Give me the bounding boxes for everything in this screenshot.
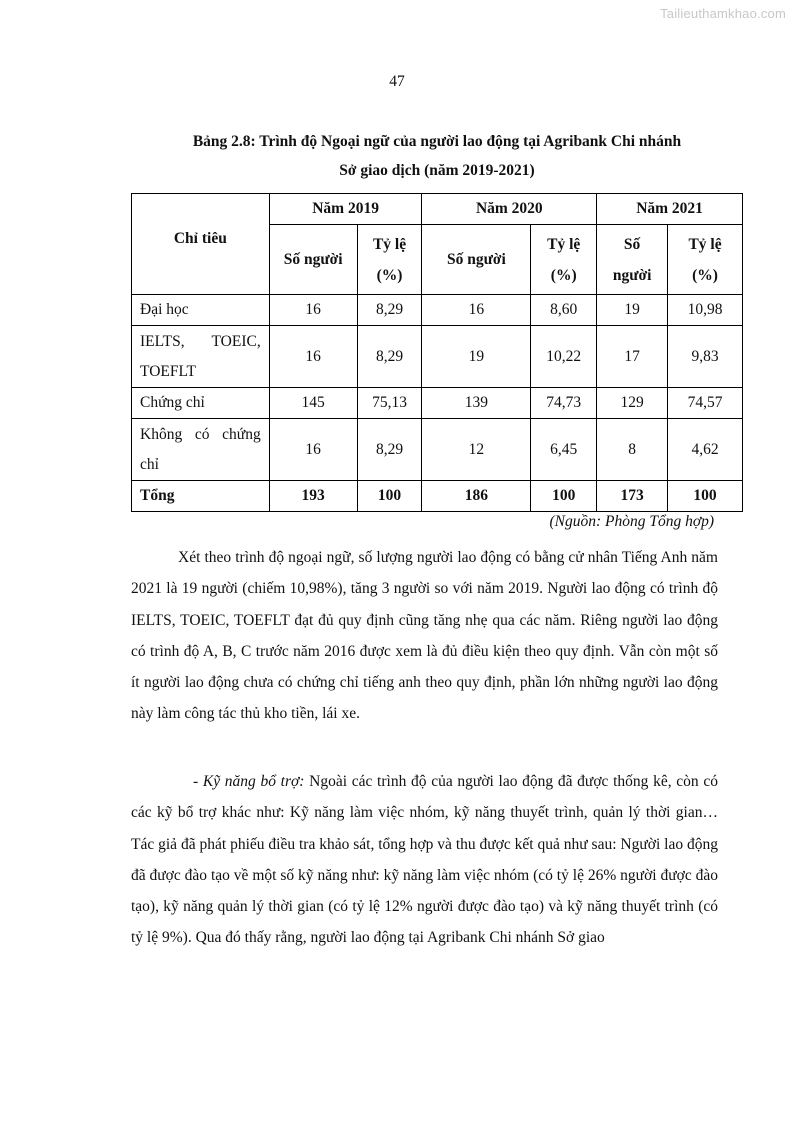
header-count-2019: Số người [269, 225, 357, 295]
cell: 8,29 [357, 295, 422, 326]
header-year-2019: Năm 2019 [269, 194, 422, 225]
paragraph-soft-skills [131, 766, 718, 954]
cell: 12 [422, 419, 531, 481]
cell: 16 [422, 295, 531, 326]
row-label: Chứng chỉ [132, 388, 270, 419]
cell: 129 [597, 388, 668, 419]
cell: 19 [422, 326, 531, 388]
header-row-years [132, 194, 743, 225]
table-caption-line2: Sở giao dịch (năm 2019-2021) [339, 162, 535, 179]
cell: 16 [269, 419, 357, 481]
header-ratio-2020: Tỷ lệ (%) [531, 225, 597, 295]
header-indicator: Chỉ tiêu [132, 194, 270, 295]
table-row [132, 419, 743, 481]
watermark: Tailieuthamkhao.com [660, 6, 786, 21]
header-count-2020: Số người [422, 225, 531, 295]
total-row [132, 481, 743, 512]
cell: 10,22 [531, 326, 597, 388]
table-source: (Nguồn: Phòng Tổng hợp) [549, 513, 714, 530]
cell: 145 [269, 388, 357, 419]
cell: 19 [597, 295, 668, 326]
cell: 100 [531, 481, 597, 512]
cell: 10,98 [668, 295, 743, 326]
header-year-2021: Năm 2021 [597, 194, 743, 225]
cell: 186 [422, 481, 531, 512]
paragraph-language: Xét theo trình độ ngoại ngữ, số lượng người lao động có bằng cử nhân Tiếng Anh năm 2021 là 19 người (chiếm 10,98%), tăng 3 người so với năm 2019. Người lao động có trình độ IELTS, TOEIC, TOEFLT đạt đủ quy định cũng tăng nhẹ qua các năm. Riêng người lao động có trình độ A, B, C trước năm 2016 được xem là đủ điều kiện theo quy định. Vẫn còn một số ít người lao động chưa có chứng chỉ tiếng anh theo quy định, phần lớn những người lao động này làm công tác thủ kho tiền, lái xe. [131, 549, 718, 723]
foreign-language-table [131, 193, 743, 512]
cell: 173 [597, 481, 668, 512]
row-label: Không có chứng chỉ [132, 419, 270, 481]
cell: 16 [269, 295, 357, 326]
header-ratio-2019: Tỷ lệ (%) [357, 225, 422, 295]
header-ratio-2021: Tỷ lệ (%) [668, 225, 743, 295]
cell: 4,62 [668, 419, 743, 481]
page-number: 47 [389, 73, 405, 90]
cell: 74,57 [668, 388, 743, 419]
cell: 193 [269, 481, 357, 512]
row-label: Đại học [132, 295, 270, 326]
soft-skills-lead: - Kỹ năng bổ trợ: [193, 773, 305, 790]
table-caption-line1: Bảng 2.8: Trình độ Ngoại ngữ của người lao động tại Agribank Chi nhánh [192, 133, 682, 150]
cell: 9,83 [668, 326, 743, 388]
cell: 8,60 [531, 295, 597, 326]
cell: 100 [357, 481, 422, 512]
cell: 75,13 [357, 388, 422, 419]
header-count-2021: Số người [597, 225, 668, 295]
cell: 8,29 [357, 326, 422, 388]
cell: 74,73 [531, 388, 597, 419]
table-row [132, 295, 743, 326]
cell: 16 [269, 326, 357, 388]
cell: 139 [422, 388, 531, 419]
cell: 6,45 [531, 419, 597, 481]
cell: 100 [668, 481, 743, 512]
cell: 8 [597, 419, 668, 481]
header-year-2020: Năm 2020 [422, 194, 597, 225]
table-row [132, 388, 743, 419]
soft-skills-body: Ngoài các trình độ của người lao động đã được thống kê, còn có các kỹ bổ trợ khác như: Kỹ năng làm việc nhóm, kỹ năng thuyết trình, quản lý thời gian… Tác giả đã phát phiếu điều tra khảo sát, tổng hợp và thu được kết quả như sau: Người lao động đã được đào tạo về một số kỹ năng như: kỹ năng làm việc nhóm (có tỷ lệ 26% người được đào tạo), kỹ năng quản lý thời gian (có tỷ lệ 12% người được đào tạo) và kỹ năng thuyết trình (có tỷ lệ 9%). Qua đó thấy rằng, người lao động tại Agribank Chi nhánh Sở giao [131, 773, 718, 947]
cell: 17 [597, 326, 668, 388]
table-row [132, 326, 743, 388]
row-label: IELTS, TOEIC, TOEFLT [132, 326, 270, 388]
cell: 8,29 [357, 419, 422, 481]
total-label: Tổng [132, 481, 270, 512]
